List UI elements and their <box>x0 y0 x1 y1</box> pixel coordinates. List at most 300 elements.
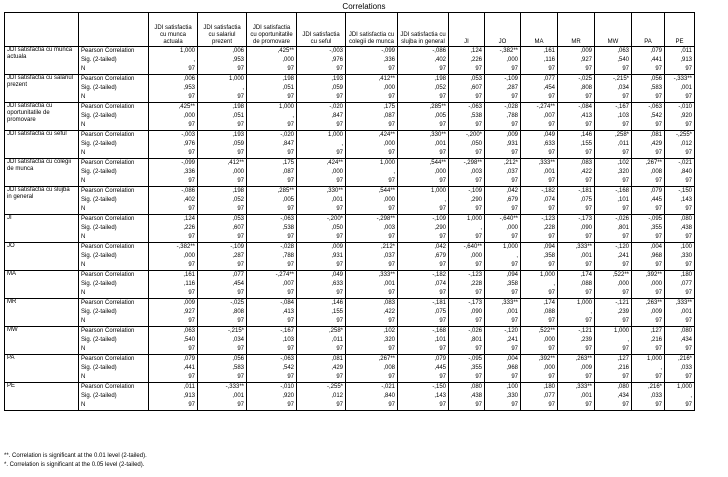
significance-value: ,011 <box>331 337 343 343</box>
n-value: 97 <box>585 290 592 296</box>
significance-value: ,001 <box>580 253 592 259</box>
correlation-value: 1,000 <box>430 188 446 194</box>
n-value: 97 <box>475 178 482 184</box>
correlation-value: -,028 <box>280 244 294 250</box>
n-value: 97 <box>622 66 629 72</box>
correlation-value: -,063 <box>280 216 294 222</box>
row-label: JI <box>5 215 79 243</box>
n-value: 97 <box>287 234 294 240</box>
n-value: 97 <box>622 374 629 380</box>
significance-value: ,116 <box>183 281 195 287</box>
n-value: 97 <box>622 234 629 240</box>
significance-value: ,422 <box>580 169 592 175</box>
table-row <box>5 159 695 187</box>
n-value: 97 <box>287 206 294 212</box>
correlation-value: ,198 <box>232 188 244 194</box>
correlation-value: -,274** <box>275 272 294 278</box>
value-cell <box>665 243 695 271</box>
value-cell <box>665 159 695 187</box>
significance-value: ,051 <box>232 113 244 119</box>
stat-label: Pearson Correlation <box>81 104 135 110</box>
stat-label: Sig. (2-tailed) <box>81 113 117 119</box>
n-value: 97 <box>188 374 195 380</box>
significance-value: ,931 <box>506 141 518 147</box>
significance-value: ,840 <box>383 393 395 399</box>
significance-value: ,000 <box>183 113 195 119</box>
correlation-value: ,392** <box>645 272 662 278</box>
stat-label: N <box>81 150 86 156</box>
n-value: 97 <box>439 346 446 352</box>
value-cell <box>485 327 521 355</box>
significance-value: ,001 <box>543 169 555 175</box>
n-value: 97 <box>439 262 446 268</box>
value-cell <box>521 159 558 187</box>
significance-value: ,000 <box>650 281 662 287</box>
significance-value: ,033 <box>680 365 692 371</box>
row-label: PE <box>5 383 79 411</box>
value-cell <box>521 243 558 271</box>
value-cell <box>632 243 665 271</box>
value-cell <box>247 131 297 159</box>
significance-value: ,005 <box>282 197 294 203</box>
value-cell <box>297 159 346 187</box>
n-value: 97 <box>475 150 482 156</box>
n-value: 97 <box>336 122 343 128</box>
value-cell <box>665 131 695 159</box>
n-value: 97 <box>237 402 244 408</box>
correlation-value: ,174 <box>543 300 555 306</box>
significance-value: , <box>627 337 629 343</box>
significance-value: ,011 <box>617 141 629 147</box>
value-cell <box>398 159 449 187</box>
significance-value: ,077 <box>543 393 555 399</box>
correlation-value: ,333** <box>575 384 592 390</box>
value-cell <box>595 75 632 103</box>
correlation-value: -,167 <box>280 328 294 334</box>
significance-value: ,241 <box>617 253 629 259</box>
n-value: 97 <box>622 262 629 268</box>
n-value: 97 <box>548 178 555 184</box>
correlation-value: ,146 <box>331 300 343 306</box>
significance-value: , <box>590 309 592 315</box>
significance-value: ,001 <box>680 85 692 91</box>
value-cell <box>346 355 398 383</box>
stat-label: Pearson Correlation <box>81 216 135 222</box>
value-cell <box>398 131 449 159</box>
n-value: 97 <box>622 178 629 184</box>
n-value: 97 <box>237 346 244 352</box>
n-value: 97 <box>475 374 482 380</box>
stat-labels-cell <box>79 131 149 159</box>
significance-value: , <box>690 393 692 399</box>
correlation-value: 1,000 <box>466 216 482 222</box>
significance-value: ,090 <box>470 309 482 315</box>
significance-value: ,001 <box>506 309 518 315</box>
significance-value: ,808 <box>232 309 244 315</box>
significance-value: ,007 <box>282 281 294 287</box>
significance-value: ,840 <box>680 169 692 175</box>
n-value: 97 <box>336 346 343 352</box>
n-value: 97 <box>388 178 395 184</box>
value-cell <box>247 159 297 187</box>
correlation-value: -,298** <box>463 160 482 166</box>
correlation-value: ,100 <box>506 384 518 390</box>
significance-value: ,001 <box>580 393 592 399</box>
correlation-value: ,011 <box>183 384 195 390</box>
correlation-value: -,123 <box>468 272 482 278</box>
stat-label: N <box>81 178 86 184</box>
value-cell <box>149 383 198 411</box>
column-header: MA <box>521 13 558 47</box>
value-cell <box>346 47 398 75</box>
significance-value: , <box>193 57 195 63</box>
value-cell <box>558 215 595 243</box>
correlation-value: -,010 <box>678 104 692 110</box>
value-cell <box>485 75 521 103</box>
significance-value: ,143 <box>680 197 692 203</box>
correlation-value: -,026 <box>468 328 482 334</box>
value-cell <box>558 187 595 215</box>
n-value: 97 <box>475 66 482 72</box>
value-cell <box>558 131 595 159</box>
value-cell <box>665 271 695 299</box>
value-cell <box>149 327 198 355</box>
value-cell <box>665 383 695 411</box>
correlation-value: ,127 <box>617 356 629 362</box>
correlation-value: ,425** <box>178 104 195 110</box>
significance-value: ,913 <box>680 57 692 63</box>
significance-value: ,788 <box>506 113 518 119</box>
value-cell <box>632 187 665 215</box>
stat-label: Pearson Correlation <box>81 384 135 390</box>
value-cell <box>595 131 632 159</box>
significance-value: , <box>553 281 555 287</box>
correlation-value: ,009 <box>331 244 343 250</box>
value-cell <box>595 383 632 411</box>
value-cell <box>398 271 449 299</box>
significance-value: ,000 <box>543 365 555 371</box>
n-value: 97 <box>475 206 482 212</box>
correlation-value: ,006 <box>232 48 244 54</box>
correlation-value: ,216* <box>647 384 662 390</box>
correlation-value: -,086 <box>181 188 195 194</box>
value-cell <box>665 187 695 215</box>
correlation-value: -,298** <box>376 216 395 222</box>
significance-value: ,003 <box>470 169 482 175</box>
n-value: 97 <box>655 66 662 72</box>
correlation-value: ,056 <box>650 76 662 82</box>
n-value: 97 <box>336 234 343 240</box>
n-value: 97 <box>511 318 518 324</box>
correlation-value: -,382** <box>499 48 518 54</box>
value-cell <box>297 75 346 103</box>
value-cell <box>198 187 247 215</box>
n-value: 97 <box>585 346 592 352</box>
value-cell <box>149 243 198 271</box>
correlation-value: -,063 <box>280 356 294 362</box>
n-value: 97 <box>237 374 244 380</box>
stat-label: Sig. (2-tailed) <box>81 169 117 175</box>
correlation-value: -,086 <box>432 48 446 54</box>
correlation-value: ,079 <box>650 188 662 194</box>
stat-label: Sig. (2-tailed) <box>81 365 117 371</box>
significance-value: ,033 <box>650 393 662 399</box>
value-cell <box>346 187 398 215</box>
correlation-value: ,049 <box>331 272 343 278</box>
table-body <box>5 47 695 411</box>
value-cell <box>595 47 632 75</box>
column-header: JDI satisfactia cu seful <box>297 13 346 47</box>
value-cell <box>149 187 198 215</box>
n-value: 97 <box>511 374 518 380</box>
n-value: 97 <box>237 66 244 72</box>
value-cell <box>247 383 297 411</box>
n-value: 97 <box>287 66 294 72</box>
n-value: 97 <box>439 178 446 184</box>
value-cell <box>449 75 485 103</box>
n-value: 97 <box>622 206 629 212</box>
correlation-value: 1,000 <box>228 76 244 82</box>
n-value: 97 <box>685 318 692 324</box>
table-row <box>5 131 695 159</box>
correlation-value: ,102 <box>383 328 395 334</box>
n-value: 97 <box>439 66 446 72</box>
n-value: 97 <box>388 290 395 296</box>
significance-value: ,059 <box>232 141 244 147</box>
n-value: 97 <box>439 234 446 240</box>
correlation-value: -,099 <box>181 160 195 166</box>
value-cell <box>149 159 198 187</box>
correlation-value: -,063 <box>468 104 482 110</box>
correlation-value: ,175 <box>383 104 395 110</box>
n-value: 97 <box>622 150 629 156</box>
significance-value: ,336 <box>383 57 395 63</box>
correlation-value: ,127 <box>650 328 662 334</box>
significance-value: ,000 <box>383 141 395 147</box>
significance-value: ,000 <box>434 169 446 175</box>
correlation-value: -,150 <box>678 188 692 194</box>
n-value: 97 <box>237 318 244 324</box>
significance-value: ,287 <box>232 253 244 259</box>
value-cell <box>297 243 346 271</box>
n-value: 97 <box>388 206 395 212</box>
significance-value: ,008 <box>650 169 662 175</box>
n-value: 97 <box>475 402 482 408</box>
value-cell <box>149 271 198 299</box>
significance-value: ,077 <box>680 281 692 287</box>
stat-labels-cell <box>79 215 149 243</box>
n-value: 97 <box>475 122 482 128</box>
row-label: JDI satisfactia cu oportunitatile de promovare <box>5 103 79 131</box>
value-cell <box>521 215 558 243</box>
correlation-value: -,333** <box>225 384 244 390</box>
value-cell <box>247 215 297 243</box>
row-label: JDI satisfactia cu colegii de munca <box>5 159 79 187</box>
significance-value: ,538 <box>282 225 294 231</box>
value-cell <box>558 327 595 355</box>
table-row <box>5 243 695 271</box>
correlation-value: ,124 <box>183 216 195 222</box>
correlation-value: -,026 <box>615 216 629 222</box>
value-cell <box>247 187 297 215</box>
table-title: Correlations <box>342 2 386 11</box>
correlation-value: ,004 <box>650 244 662 250</box>
column-header: JDI satisfactia cu munca actuala <box>149 13 198 47</box>
row-label: MW <box>5 327 79 355</box>
significance-value: ,000 <box>331 169 343 175</box>
n-value: 97 <box>287 178 294 184</box>
significance-value: ,847 <box>331 113 343 119</box>
n-value: 97 <box>439 290 446 296</box>
correlation-value: ,081 <box>331 356 343 362</box>
correlation-value: 1,000 <box>676 384 692 390</box>
significance-value: ,051 <box>282 85 294 91</box>
correlation-value: ,180 <box>680 272 692 278</box>
value-cell <box>632 159 665 187</box>
correlation-value: 1,000 <box>646 356 662 362</box>
significance-value: ,330 <box>680 253 692 259</box>
stat-labels-cell <box>79 271 149 299</box>
row-label: MR <box>5 299 79 327</box>
correlation-value: 1,000 <box>379 160 395 166</box>
significance-value: ,052 <box>232 197 244 203</box>
stat-label: Sig. (2-tailed) <box>81 141 117 147</box>
n-value: 97 <box>188 122 195 128</box>
significance-value: ,454 <box>543 85 555 91</box>
value-cell <box>449 215 485 243</box>
significance-value: ,538 <box>470 113 482 119</box>
value-cell <box>149 103 198 131</box>
value-cell <box>247 327 297 355</box>
value-cell <box>558 355 595 383</box>
correlation-value: -,063 <box>648 104 662 110</box>
n-value: 97 <box>237 234 244 240</box>
n-value: 97 <box>655 94 662 100</box>
significance-value: ,074 <box>434 281 446 287</box>
n-value: 97 <box>439 150 446 156</box>
correlation-value: ,100 <box>680 244 692 250</box>
correlation-value: ,049 <box>543 132 555 138</box>
value-cell <box>346 159 398 187</box>
correlation-value: ,198 <box>282 76 294 82</box>
significance-value: ,001 <box>680 309 692 315</box>
n-value: 97 <box>287 94 294 100</box>
stat-labels-cell <box>79 75 149 103</box>
value-cell <box>632 103 665 131</box>
correlation-value: -,120 <box>615 244 629 250</box>
stat-labels-cell <box>79 187 149 215</box>
stat-label: Sig. (2-tailed) <box>81 393 117 399</box>
stat-label: N <box>81 318 86 324</box>
correlation-value: -,167 <box>615 104 629 110</box>
value-cell <box>449 383 485 411</box>
correlation-value: ,053 <box>470 76 482 82</box>
n-value: 97 <box>475 262 482 268</box>
n-value: 97 <box>511 234 518 240</box>
correlation-value: ,544** <box>378 188 395 194</box>
correlation-value: ,094 <box>543 244 555 250</box>
significance-value: ,003 <box>383 225 395 231</box>
column-header: PE <box>665 13 695 47</box>
significance-value: ,920 <box>282 393 294 399</box>
stat-labels-cell <box>79 299 149 327</box>
significance-value: ,441 <box>183 365 195 371</box>
n-value: 97 <box>548 346 555 352</box>
value-cell <box>449 243 485 271</box>
significance-value: ,355 <box>470 365 482 371</box>
correlation-value: -,182 <box>541 188 555 194</box>
stat-label: N <box>81 94 86 100</box>
value-cell <box>398 187 449 215</box>
n-value: 97 <box>622 346 629 352</box>
significance-value: ,005 <box>434 113 446 119</box>
significance-value: ,801 <box>617 225 629 231</box>
significance-value: ,008 <box>383 365 395 371</box>
column-header: JI <box>449 13 485 47</box>
significance-value: ,087 <box>282 169 294 175</box>
correlation-value: ,412** <box>378 76 395 82</box>
n-value: 97 <box>622 402 629 408</box>
value-cell <box>449 299 485 327</box>
value-cell <box>485 159 521 187</box>
column-header: JDI satisfactia cu colegii de munca <box>346 13 398 47</box>
stat-labels-cell <box>79 243 149 271</box>
table-row <box>5 299 695 327</box>
n-value: 97 <box>237 178 244 184</box>
stat-label: Sig. (2-tailed) <box>81 57 117 63</box>
n-value: 97 <box>388 262 395 268</box>
significance-value: ,000 <box>617 281 629 287</box>
n-value: 97 <box>685 262 692 268</box>
stat-label: Pearson Correlation <box>81 356 135 362</box>
value-cell <box>297 383 346 411</box>
correlation-value: ,080 <box>680 328 692 334</box>
value-cell <box>198 103 247 131</box>
stat-label: Pearson Correlation <box>81 300 135 306</box>
value-cell <box>149 355 198 383</box>
stat-label: N <box>81 206 86 212</box>
n-value: 97 <box>336 66 343 72</box>
correlation-value: 1,000 <box>576 300 592 306</box>
correlation-value: -,109 <box>432 216 446 222</box>
correlation-value: -,215* <box>227 328 244 334</box>
significance-value: ,216 <box>617 365 629 371</box>
value-cell <box>198 47 247 75</box>
correlation-value: -,021 <box>678 160 692 166</box>
correlation-value: -,028 <box>504 104 518 110</box>
n-value: 97 <box>685 150 692 156</box>
correlation-value: -,182 <box>432 272 446 278</box>
n-value: 97 <box>511 178 518 184</box>
correlation-value: -,020 <box>280 132 294 138</box>
significance-value: ,037 <box>506 169 518 175</box>
value-cell <box>449 187 485 215</box>
value-cell <box>449 131 485 159</box>
value-cell <box>595 327 632 355</box>
table-row <box>5 75 695 103</box>
table-row <box>5 355 695 383</box>
significance-value: ,239 <box>617 309 629 315</box>
n-value: 97 <box>287 122 294 128</box>
significance-value: ,050 <box>470 141 482 147</box>
n-value: 97 <box>511 346 518 352</box>
correlation-value: -,120 <box>504 328 518 334</box>
n-value: 97 <box>622 94 629 100</box>
value-cell <box>595 159 632 187</box>
significance-value: ,976 <box>331 57 343 63</box>
significance-value: ,103 <box>282 337 294 343</box>
n-value: 97 <box>655 318 662 324</box>
